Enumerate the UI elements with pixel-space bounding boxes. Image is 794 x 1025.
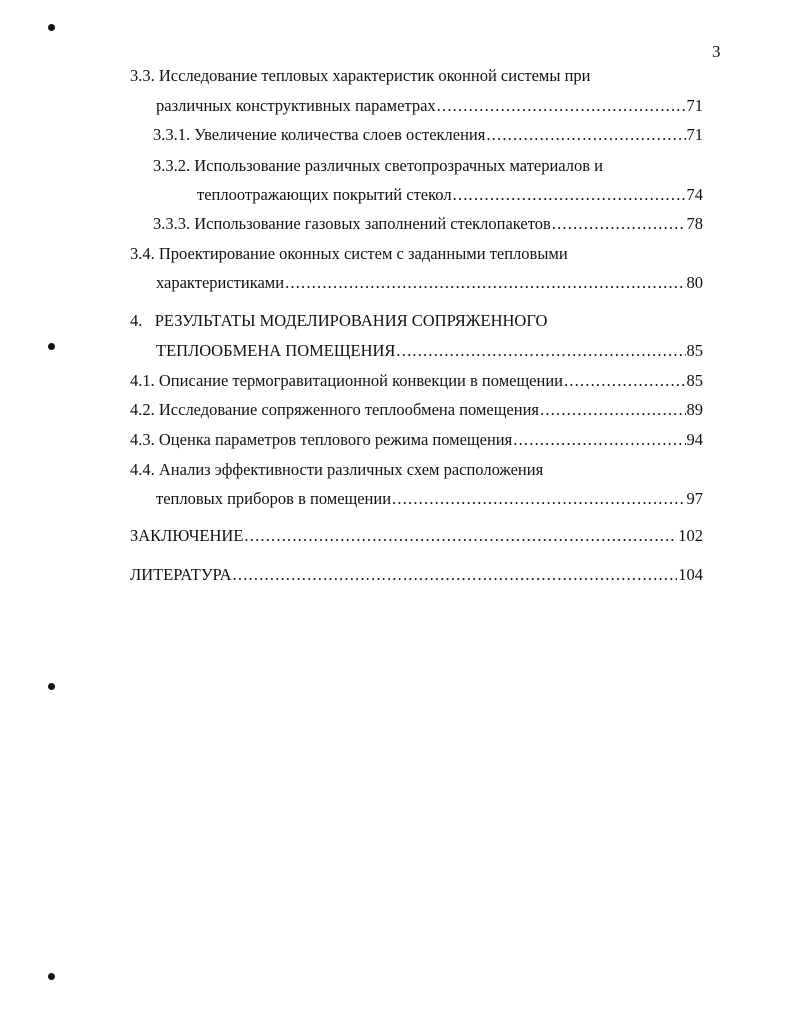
dot-leader — [437, 96, 686, 116]
toc-entry-text: 3.3.1. Увеличение количества слоев остекления — [153, 125, 486, 144]
toc-entry-3-3-3 — [153, 214, 703, 234]
toc-entry-text: 4.1. Описание термогравитационной конвекции в помещении — [130, 371, 563, 390]
dot-leader — [396, 341, 685, 361]
toc-entry-3-3-2 — [153, 156, 603, 176]
toc-page-number: 85 — [686, 371, 703, 390]
toc-entry-3-4 — [130, 244, 568, 264]
toc-entry-3-3-1 — [153, 125, 703, 145]
toc-entry-4 — [130, 311, 547, 331]
toc-entry-4-4 — [130, 460, 543, 480]
toc-entry-text: ЗАКЛЮЧЕНИЕ — [130, 526, 244, 545]
toc-entry-conclusion — [130, 526, 703, 546]
toc-entry-3-3-cont — [156, 96, 703, 116]
dot-leader — [233, 565, 678, 585]
toc-page-number: 71 — [686, 125, 703, 144]
dot-leader — [564, 371, 686, 391]
toc-page-number: 102 — [678, 526, 703, 545]
toc-entry-4-4-cont — [156, 489, 703, 509]
toc-entry-text: различных конструктивных параметрах — [156, 96, 436, 115]
toc-entry-3-4-cont — [156, 273, 703, 293]
binding-hole-mark — [48, 683, 55, 690]
toc-page-number: 89 — [686, 400, 703, 419]
toc-entry-4-2 — [130, 400, 703, 420]
toc-entry-literature — [130, 565, 703, 585]
toc-entry-text: 3.3.2. Использование различных светопрозрачных материалов и — [153, 156, 604, 175]
toc-page-number: 78 — [686, 214, 703, 233]
toc-entry-text: тепловых приборов в помещении — [156, 489, 392, 508]
toc-page-number: 104 — [678, 565, 703, 584]
dot-leader — [486, 125, 685, 145]
dot-leader — [540, 400, 685, 420]
toc-page-number: 97 — [686, 489, 703, 508]
toc-entry-text: 3.4. Проектирование оконных систем с заданными тепловыми — [130, 244, 568, 263]
toc-entry-text: 4. РЕЗУЛЬТАТЫ МОДЕЛИРОВАНИЯ СОПРЯЖЕННОГО — [130, 311, 548, 330]
toc-page-number: 85 — [686, 341, 703, 360]
dot-leader — [513, 430, 685, 450]
toc-entry-text: 4.2. Исследование сопряженного теплообмена помещения — [130, 400, 540, 419]
dot-leader — [453, 185, 686, 205]
toc-entry-text: теплоотражающих покрытий стекол — [197, 185, 452, 204]
toc-entry-text: 4.4. Анализ эффективности различных схем расположения — [130, 460, 544, 479]
page-number: 3 — [712, 42, 721, 61]
dot-leader — [244, 526, 677, 546]
toc-entry-4-3 — [130, 430, 703, 450]
toc-entry-text: 3.3. Исследование тепловых характеристик оконной системы при — [130, 66, 591, 85]
toc-page-number: 80 — [686, 273, 703, 292]
toc-page-number: 71 — [686, 96, 703, 115]
toc-entry-text: ТЕПЛООБМЕНА ПОМЕЩЕНИЯ — [156, 341, 396, 360]
toc-entry-text: 4.3. Оценка параметров теплового режима помещения — [130, 430, 513, 449]
toc-entry-3-3-2-cont — [197, 185, 703, 205]
dot-leader — [552, 214, 686, 234]
toc-entry-4-cont — [156, 341, 703, 361]
toc-entry-text: 3.3.3. Использование газовых заполнений стеклопакетов — [153, 214, 551, 233]
binding-hole-mark — [48, 24, 55, 31]
toc-entry-text: характеристиками — [156, 273, 285, 292]
toc-entry-3-3 — [130, 66, 591, 86]
toc-entry-4-1 — [130, 371, 703, 391]
toc-page-number: 94 — [686, 430, 703, 449]
binding-hole-mark — [48, 973, 55, 980]
dot-leader — [285, 273, 685, 293]
toc-entry-text: ЛИТЕРАТУРА — [130, 565, 232, 584]
binding-hole-mark — [48, 343, 55, 350]
toc-page-number: 74 — [686, 185, 703, 204]
dot-leader — [392, 489, 685, 509]
